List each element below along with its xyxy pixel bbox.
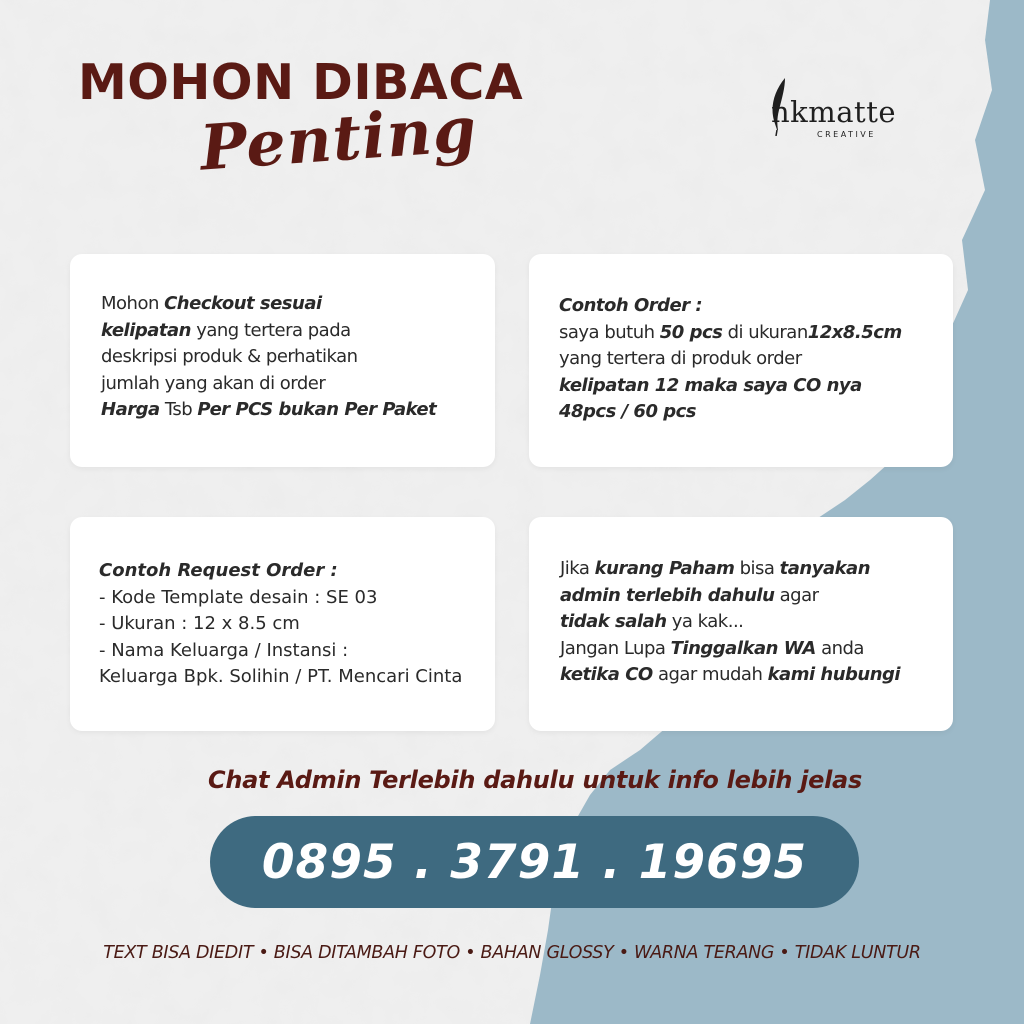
emphasis-text: ketika CO [560, 664, 653, 685]
body-text: - Kode Template desain : SE 03 [99, 586, 378, 608]
card-line [101, 371, 495, 398]
emphasis-text: kelipatan [101, 319, 191, 341]
card-line [101, 318, 495, 345]
emphasis-text: tidak salah [560, 611, 667, 632]
body-text: Mohon [101, 293, 165, 314]
body-text: deskripsi produk & perhatikan [101, 346, 358, 367]
info-card-request-example [70, 517, 495, 731]
features-footer: TEXT BISA DIEDIT • BISA DITAMBAH FOTO • BAHAN GLOSSY • WARNA TERANG • TIDAK LUNTUR [103, 943, 921, 963]
card-line [559, 293, 953, 320]
body-text: Tsb [159, 399, 198, 420]
card-line [101, 291, 495, 318]
card-line [560, 609, 953, 636]
emphasis-text: Checkout sesuai [164, 293, 322, 314]
body-text: Keluarga Bpk. Solihin / PT. Mencari Cinta [99, 666, 463, 687]
page-title: MOHON DIBACA [78, 54, 524, 111]
body-text: bisa [734, 558, 780, 579]
phone-number: 0895 . 3791 . 19695 [261, 834, 808, 890]
body-text: Jika [560, 558, 595, 579]
card-line [99, 558, 495, 585]
emphasis-text: Contoh Order : [559, 295, 703, 316]
card-line [99, 638, 495, 665]
body-text: di ukuran [722, 321, 808, 343]
body-text: anda [815, 637, 864, 659]
card-line [101, 344, 495, 371]
info-card-checkout [70, 254, 495, 467]
page-subtitle-script: Penting [197, 92, 480, 185]
emphasis-text: Per PCS bukan Per Paket [197, 399, 437, 420]
body-text: yang tertera di produk order [559, 348, 802, 369]
emphasis-text: kelipatan 12 maka saya CO nya [559, 374, 862, 396]
emphasis-text: Tinggalkan WA [670, 637, 816, 659]
emphasis-text: Harga [101, 399, 160, 420]
card-line [560, 636, 953, 663]
body-text: ya kak... [666, 611, 744, 632]
logo-wordmark: nkmatte [771, 95, 897, 129]
card-line [560, 662, 953, 689]
body-text: yang tertera pada [190, 319, 351, 341]
card-line [559, 399, 953, 426]
card-line [559, 373, 953, 400]
card-line [101, 397, 495, 424]
body-text: saya butuh [559, 321, 660, 343]
body-text: agar mudah [652, 664, 768, 685]
body-text: - Ukuran : 12 x 8.5 cm [99, 613, 300, 634]
card-line [559, 320, 953, 347]
emphasis-text: 50 pcs [659, 321, 723, 343]
info-card-ask-admin [529, 517, 953, 731]
card-line [559, 346, 953, 373]
emphasis-text: kurang Paham [594, 558, 735, 579]
card-line [560, 556, 953, 583]
emphasis-text: tanyakan [779, 558, 871, 579]
info-card-order-example [529, 254, 953, 467]
card-line [99, 664, 495, 691]
emphasis-text: admin terlebih dahulu [560, 584, 775, 606]
body-text: Jangan Lupa [560, 637, 671, 659]
card-line [560, 583, 953, 610]
card-line [99, 585, 495, 612]
body-text: agar [774, 584, 819, 606]
body-text: jumlah yang akan di order [101, 372, 326, 394]
phone-number-button[interactable] [210, 816, 859, 908]
brand-logo [765, 76, 935, 146]
emphasis-text: Contoh Request Order : [99, 560, 338, 581]
body-text: - Nama Keluarga / Instansi : [99, 639, 349, 661]
emphasis-text: 48pcs / 60 pcs [559, 401, 697, 422]
cta-text: Chat Admin Terlebih dahulu untuk info lebih jelas [208, 766, 862, 794]
emphasis-text: kami hubungi [767, 664, 901, 685]
emphasis-text: 12x8.5cm [807, 321, 902, 343]
card-line [99, 611, 495, 638]
logo-tagline: CREATIVE [817, 130, 876, 139]
